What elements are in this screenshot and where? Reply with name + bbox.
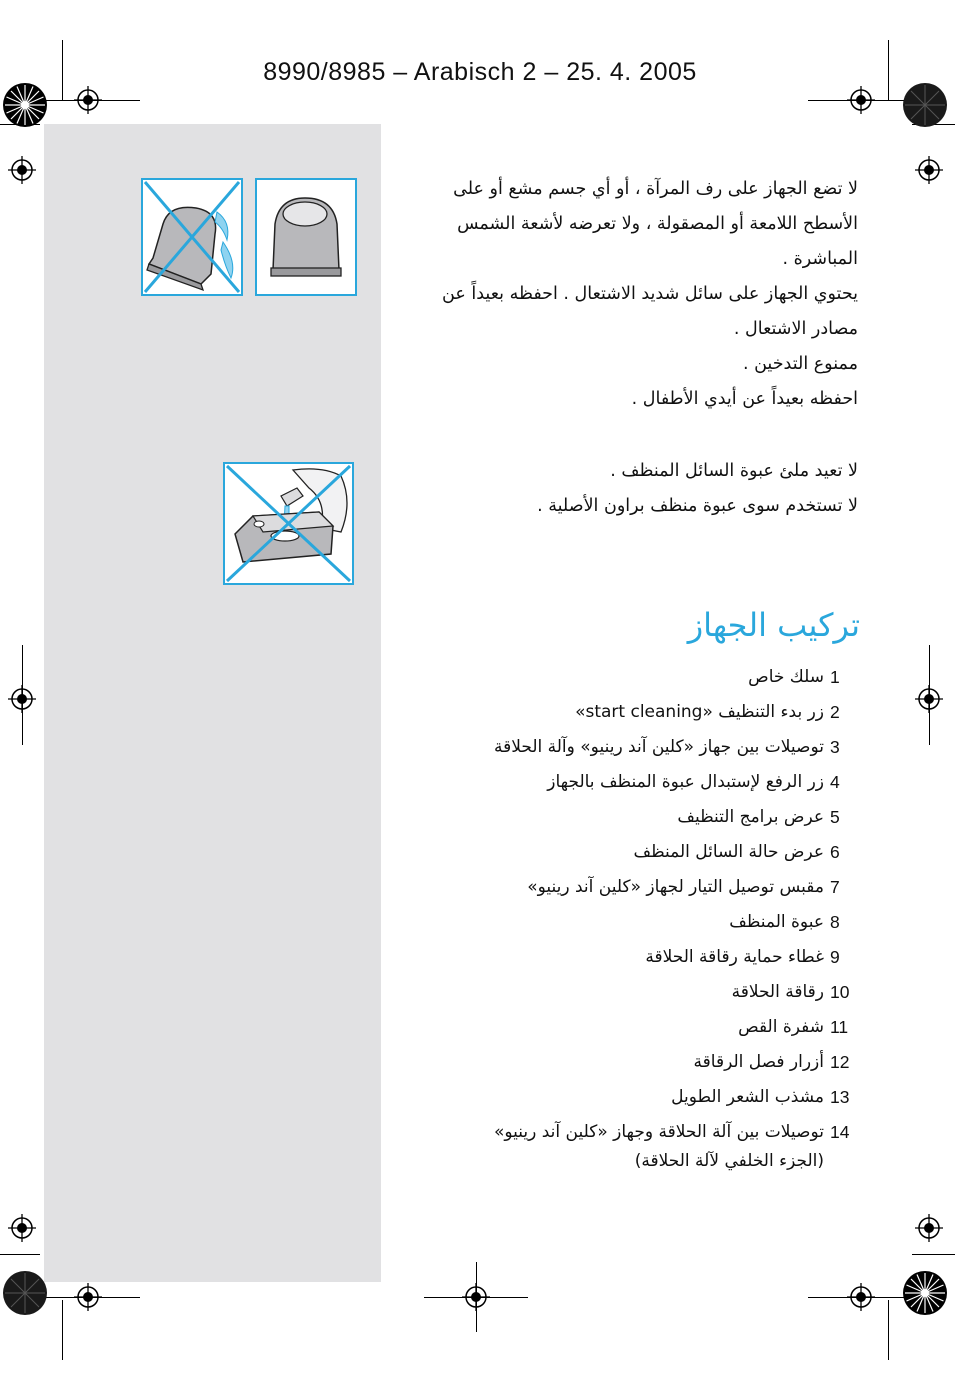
- parts-list: [378, 662, 858, 1177]
- part-label: توصيلات بين جهاز «كلين آند رينيو» وآلة الحلاقة: [493, 737, 824, 757]
- part-number: 11: [830, 1017, 849, 1037]
- color-wheel-icon: [2, 1270, 48, 1316]
- part-label: زر بدء التنظيف «start cleaning»: [575, 702, 824, 722]
- part-sublabel: (الجزء الخلفي لآلة الحلاقة): [634, 1151, 824, 1171]
- page-header: 8990/8985 – Arabisch 2 – 25. 4. 2005: [263, 58, 697, 86]
- trim-line: [62, 40, 63, 100]
- trim-line: [62, 1300, 63, 1360]
- part-label: غطاء حماية رقاقة الحلاقة: [645, 947, 824, 967]
- list-item: [378, 662, 858, 697]
- part-label: عرض حالة السائل المنظف: [633, 842, 824, 862]
- color-wheel-icon: [902, 1270, 948, 1316]
- refill-cartridge-crossed-icon: [223, 462, 354, 585]
- color-wheel-icon: [2, 82, 48, 128]
- warning-line: يحتوي الجهاز على سائل شديد الاشتعال . احفظه بعيداً عن: [442, 284, 858, 304]
- part-number: 7: [830, 877, 840, 897]
- registration-mark-icon: [915, 685, 943, 713]
- device-wet-crossed-icon: [141, 178, 243, 296]
- illustration-panel: [44, 124, 381, 1282]
- list-item: [378, 697, 858, 732]
- registration-mark-icon: [847, 1283, 875, 1311]
- warning-line: احفظه بعيداً عن أيدي الأطفال .: [631, 389, 858, 409]
- registration-mark-icon: [847, 86, 875, 114]
- list-item: [378, 1047, 858, 1082]
- registration-mark-icon: [8, 156, 36, 184]
- trim-line: [888, 40, 889, 100]
- section-title: تركيب الجهاز: [687, 606, 860, 644]
- list-item: [378, 732, 858, 767]
- part-number: 6: [830, 842, 840, 862]
- part-number: 8: [830, 912, 840, 932]
- warning-line: لا تستخدم سوى عبوة منظف براون الأصلية .: [537, 496, 858, 516]
- registration-mark-icon: [8, 1214, 36, 1242]
- list-item: [378, 1012, 858, 1047]
- list-item: [378, 942, 858, 977]
- part-number: 14: [830, 1122, 850, 1142]
- list-item: [378, 872, 858, 907]
- part-number: 5: [830, 807, 840, 827]
- registration-mark-icon: [915, 156, 943, 184]
- part-label: شفرة القص: [738, 1017, 824, 1037]
- color-wheel-icon: [902, 82, 948, 128]
- warning-line: مصادر الاشتعال .: [733, 319, 858, 339]
- part-number: 3: [830, 737, 840, 757]
- part-number: 10: [830, 982, 850, 1002]
- warning-line: الأسطح اللامعة أو المصقولة ، ولا تعرضه لأشعة الشمس: [457, 214, 858, 234]
- trim-line: [888, 1300, 889, 1360]
- trim-line: [0, 1254, 40, 1255]
- part-label: زر الرفع لإستبدال عبوة المنظف بالجهاز: [547, 772, 824, 792]
- part-label: مشذب الشعر الطويل: [671, 1087, 824, 1107]
- registration-mark-icon: [462, 1283, 490, 1311]
- registration-mark-icon: [74, 86, 102, 114]
- list-item: [378, 837, 858, 872]
- part-number: 12: [830, 1052, 850, 1072]
- warnings-block-1: [418, 172, 858, 417]
- part-number: 4: [830, 772, 840, 792]
- warning-line: لا تعيد ملئ عبوة السائل المنظف .: [610, 461, 858, 481]
- part-number: 2: [830, 702, 840, 722]
- list-item: [378, 977, 858, 1012]
- warning-line: ممنوع التدخين .: [742, 354, 858, 374]
- list-item: [378, 767, 858, 802]
- warning-line: لا تضع الجهاز على رف المرآة ، أو أي جسم مشع أو على: [453, 179, 858, 199]
- device-ok-icon: [255, 178, 357, 296]
- list-item: [378, 1117, 858, 1177]
- part-label: سلك خاص: [748, 667, 824, 687]
- registration-mark-icon: [74, 1283, 102, 1311]
- registration-mark-icon: [8, 685, 36, 713]
- part-number: 9: [830, 947, 840, 967]
- part-label: توصيلات بين آلة الحلاقة وجهاز «كلين آند رينيو»: [493, 1122, 824, 1142]
- part-label: عرض برامج التنظيف: [677, 807, 824, 827]
- trim-line: [912, 1254, 955, 1255]
- list-item: [378, 1082, 858, 1117]
- part-number: 13: [830, 1087, 850, 1107]
- part-label: أزرار فصل الرقاقة: [693, 1052, 824, 1072]
- list-item: [378, 802, 858, 837]
- warnings-block-2: [418, 454, 858, 524]
- part-number: 1: [830, 667, 840, 687]
- registration-mark-icon: [915, 1214, 943, 1242]
- part-label: مقبس توصيل التيار لجهاز «كلين آند رينيو»: [527, 877, 824, 897]
- list-item: [378, 907, 858, 942]
- part-label: رقاقة الحلاقة: [731, 982, 824, 1002]
- part-label: عبوة المنظف: [729, 912, 824, 932]
- warning-line: المباشرة .: [782, 249, 858, 269]
